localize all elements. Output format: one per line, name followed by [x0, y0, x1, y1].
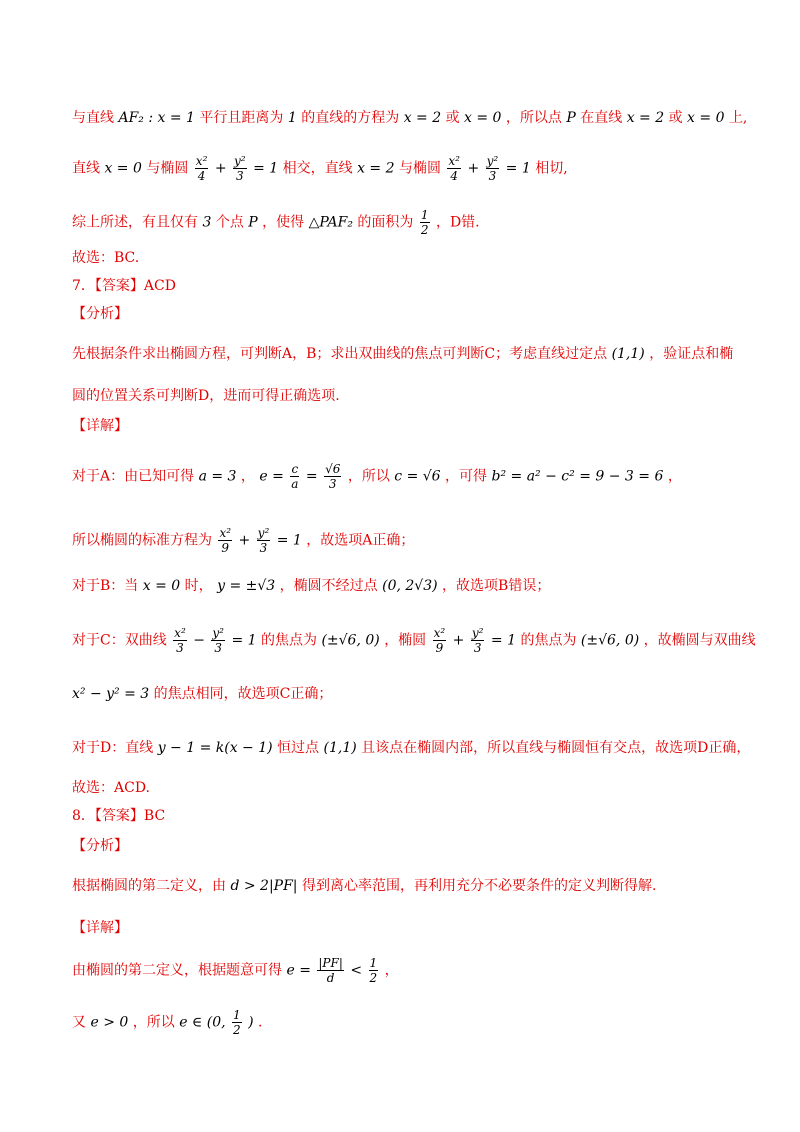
- text: 与直线: [72, 110, 114, 126]
- text: 所以椭圆的标准方程为: [72, 532, 212, 549]
- text: 7．【答案】ACD: [72, 278, 176, 294]
- math: x = 0: [142, 578, 181, 594]
- text-line: [72, 956, 399, 985]
- text: ，故椭圆与双曲线: [643, 632, 756, 649]
- text: 相切,: [535, 160, 568, 177]
- text: ，所以: [347, 468, 390, 485]
- text: 个点: [215, 214, 244, 231]
- fraction: $\frac{\text{x²}}{4}$: [448, 154, 460, 183]
- text: 的面积为: [357, 214, 414, 231]
- math: x² − y² = 3: [72, 686, 150, 702]
- text: ，椭圆不经过点: [279, 578, 378, 594]
- fraction: $\frac{\text{y²}}{3}$: [234, 154, 246, 183]
- text: ，故选项A正确；: [306, 532, 415, 549]
- text-line: [72, 684, 332, 704]
- text: 或: [445, 110, 460, 126]
- math: 3: [202, 214, 212, 231]
- text: 又: [72, 1014, 86, 1031]
- text: ，所以: [132, 1014, 175, 1031]
- math: x = 2: [626, 110, 665, 126]
- text: ，故选项B错误；: [442, 578, 551, 594]
- text: ，验证点和椭: [649, 346, 734, 362]
- math: <: [350, 962, 363, 979]
- math: △PAF₂: [308, 214, 353, 231]
- text: 对于B：当: [72, 578, 139, 594]
- text: 的直线的方程为: [301, 110, 400, 126]
- math: e =: [286, 962, 311, 979]
- text-line: [72, 576, 550, 596]
- math: = 1: [253, 160, 279, 177]
- text: 的焦点相同，故选项C正确；: [153, 686, 333, 702]
- text: 先根据条件求出椭圆方程，可判断A，B；求出双曲线的焦点可判断C；考虑直线过定点: [72, 346, 608, 362]
- text: ，: [667, 468, 682, 485]
- math: e =: [259, 468, 284, 485]
- fraction: $\frac{√6}{3}$: [325, 462, 341, 491]
- text: 【分析】: [72, 838, 128, 854]
- text-line: [72, 344, 733, 364]
- text-line: [72, 738, 750, 758]
- text: 的焦点为: [260, 632, 317, 649]
- section-heading: [72, 416, 128, 436]
- fraction: $\frac{\text{y²}}{3}$: [486, 154, 499, 183]
- text-line: [72, 526, 414, 555]
- fraction: $\frac{|PF|}{d}$: [318, 956, 343, 985]
- math: (1,1): [611, 346, 645, 362]
- text: 与椭圆: [146, 160, 189, 177]
- text: ，D错.: [435, 214, 480, 231]
- text: 由椭圆的第二定义，根据题意可得: [72, 962, 282, 979]
- text-line: [72, 208, 480, 237]
- math: e > 0: [90, 1014, 129, 1031]
- math: (±√6, 0): [580, 632, 640, 649]
- text: 对于A：由已知可得: [72, 468, 195, 485]
- text: 恒过点: [277, 740, 320, 756]
- fraction: $\frac{c}{a}$: [291, 462, 299, 491]
- section-heading: [72, 304, 128, 324]
- math: 1: [287, 110, 297, 126]
- fraction: $\frac{\text{y²}}{3}$: [471, 626, 484, 655]
- math: (0, 2√3): [382, 578, 438, 594]
- text: 时，: [184, 578, 213, 594]
- answer-heading: [72, 806, 165, 826]
- text: 综上所述，有且仅有: [72, 214, 198, 231]
- text: 根据椭圆的第二定义，由: [72, 878, 226, 894]
- text: 圆的位置关系可判断D，进而可得正确选项.: [72, 388, 340, 404]
- text-line: [72, 108, 747, 128]
- fraction: $\frac{1}{2}$: [369, 956, 378, 985]
- text-line: [72, 876, 656, 896]
- text: 或: [668, 110, 683, 126]
- text: 且该点在椭圆内部，所以直线与椭圆恒有交点，故选项D正确，: [361, 740, 751, 756]
- fraction: $\frac{1}{2}$: [420, 208, 429, 237]
- text: .: [258, 1014, 263, 1031]
- math: =: [305, 468, 318, 485]
- text: 对于D：直线: [72, 740, 154, 756]
- text: 【分析】: [72, 306, 128, 322]
- math: (1,1): [323, 740, 357, 756]
- text: ，: [240, 468, 255, 485]
- math: y − 1 = k(x − 1): [157, 740, 273, 756]
- math: b² = a² − c² = 9 − 3 = 6: [491, 468, 664, 485]
- text: 的焦点为: [520, 632, 577, 649]
- math: x = 0: [464, 110, 502, 126]
- text: ，可得: [445, 468, 488, 485]
- math: x = 2: [357, 160, 395, 177]
- answer-heading: [72, 276, 176, 296]
- math: +: [452, 632, 465, 649]
- text-line: [72, 248, 139, 268]
- math: = 1: [231, 632, 257, 649]
- text-line: [72, 626, 756, 655]
- math: (±√6, 0): [321, 632, 380, 649]
- text-line: [72, 462, 682, 491]
- math: ): [248, 1014, 254, 1031]
- text: ，使得: [262, 214, 305, 231]
- math: a = 3: [198, 468, 237, 485]
- math: x = 2: [403, 110, 442, 126]
- text: 平行且距离为: [199, 110, 284, 126]
- fraction: $\frac{\text{y²}}{3}$: [257, 526, 270, 555]
- math: x = 0: [104, 160, 142, 177]
- math: = 1: [505, 160, 531, 177]
- text: 得到离心率范围，再利用充分不必要条件的定义判断得解.: [301, 878, 657, 894]
- text: 故选：BC.: [72, 250, 140, 266]
- fraction: $\frac{1}{2}$: [233, 1008, 241, 1037]
- text: 上,: [728, 110, 748, 126]
- fraction: $\frac{\text{x²}}{9}$: [433, 626, 446, 655]
- text: 故选：ACD.: [72, 780, 150, 796]
- text: 与椭圆: [398, 160, 441, 177]
- text: 【详解】: [72, 920, 128, 936]
- text-line: [72, 386, 340, 406]
- text: ，: [384, 962, 399, 979]
- text: 相交，直线: [282, 160, 353, 177]
- math: +: [238, 532, 251, 549]
- math: y = ±√3: [217, 578, 276, 594]
- text-line: [72, 778, 150, 798]
- math: +: [214, 160, 227, 177]
- math: d > 2|PF|: [230, 878, 298, 894]
- fraction: $\frac{\text{x²}}{4}$: [195, 154, 208, 183]
- section-heading: [72, 918, 128, 938]
- text-line: [72, 154, 568, 183]
- section-heading: [72, 836, 128, 856]
- math: e ∈ (0,: [179, 1014, 226, 1031]
- math: = 1: [276, 532, 302, 549]
- math: P: [566, 110, 576, 126]
- text-line: [72, 1008, 262, 1037]
- math: c = √6: [394, 468, 441, 485]
- math: = 1: [490, 632, 516, 649]
- math: −: [193, 632, 205, 649]
- text: 8．【答案】BC: [72, 808, 166, 824]
- text: ，椭圆: [384, 632, 427, 649]
- text: 在直线: [580, 110, 623, 126]
- text: ，所以点: [505, 110, 562, 126]
- fraction: $\frac{\text{x²}}{3}$: [174, 626, 186, 655]
- fraction: $\frac{\text{y²}}{3}$: [212, 626, 224, 655]
- text: 直线: [72, 160, 100, 177]
- math: +: [467, 160, 480, 177]
- fraction: $\frac{\text{x²}}{9}$: [219, 526, 232, 555]
- math: AF₂ : x = 1: [118, 110, 195, 126]
- math: x = 0: [687, 110, 725, 126]
- text: 【详解】: [72, 418, 128, 434]
- text: 对于C：双曲线: [72, 632, 167, 649]
- math: P: [248, 214, 258, 231]
